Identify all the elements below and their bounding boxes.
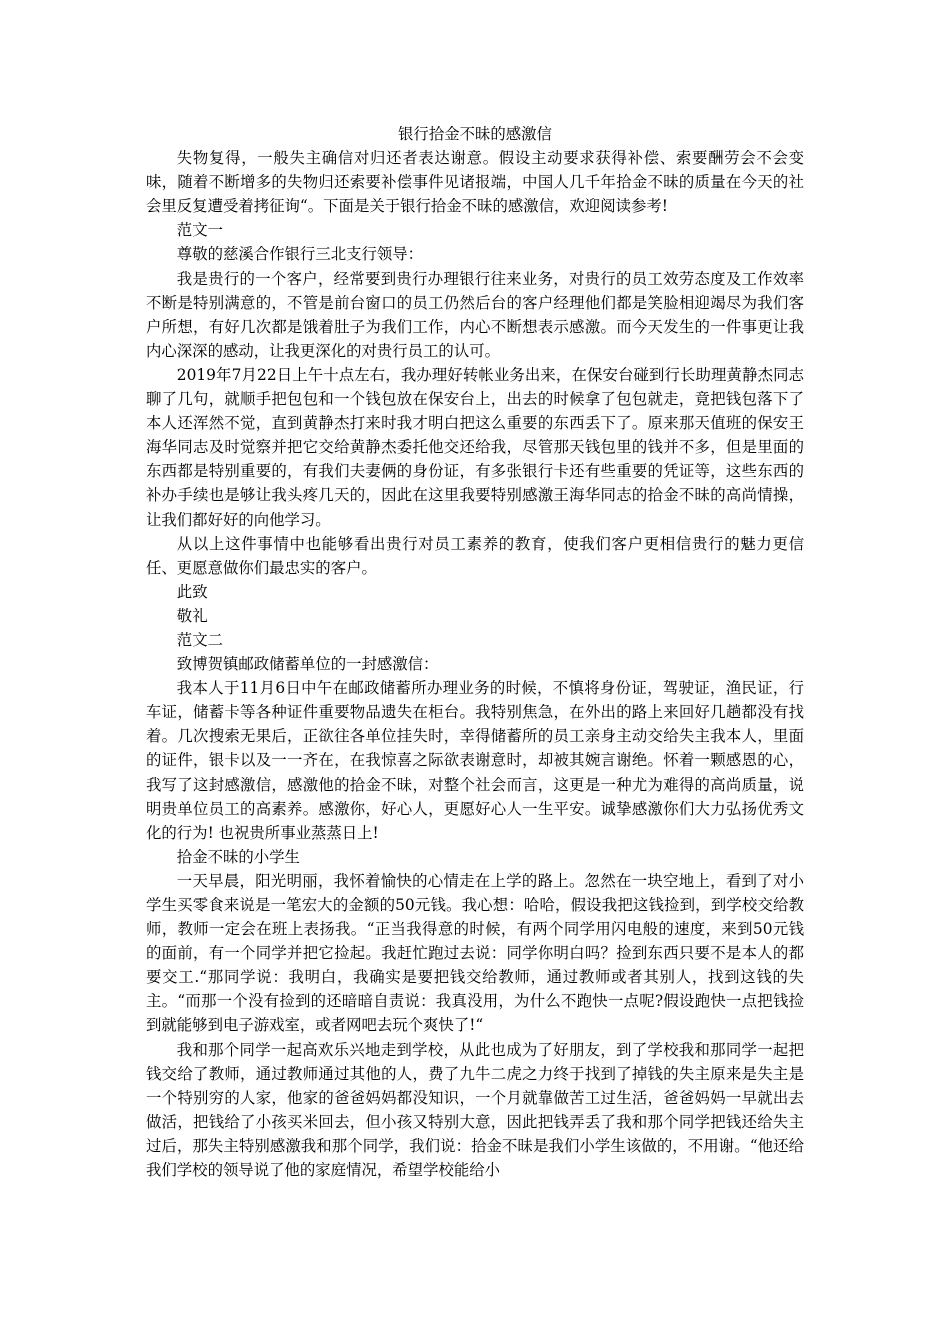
intro-paragraph: 失物复得，一般失主确信对归还者表达谢意。假设主动要求获得补偿、索要酬劳会不会变味，随着不断增多的失物归还索要补偿事件见诸报端，中国人几千年拾金不昧的质量在今天的社会里反复遭受着拷征询“。下面是关于银行拾金不昧的感激信，欢迎阅读参考! bbox=[146, 149, 804, 216]
body-paragraph: 我本人于11月6日中午在邮政储蓄所办理业务的时候，不慎将身份证，驾驶证，渔民证，行车证，储蓄卡等各种证件重要物品遗失在柜台。我特别焦急，在外出的路上来回好几趟都没有找着。几次搜索无果后，正欲往各单位挂失时，幸得储蓄所的员工亲身主动交给失主我本人，里面的证件，银卡以及一一齐在，在我惊喜之际欲表谢意时，却被其婉言谢绝。怀着一颗感恩的心，我写了这封感激信，感激他的拾金不昧，对整个社会而言，这更是一种尤为难得的高尚质量，说明贵单位员工的高素养。感激你，好心人，更愿好心人一生平安。诚挚感激你们大力弘扬优秀文化的行为! 也祝贵所事业蒸蒸日上! bbox=[146, 679, 804, 842]
section-heading-sample-two: 范文二 bbox=[176, 630, 223, 649]
body-paragraph: 我是贵行的一个客户，经常要到贵行办理银行往来业务，对贵行的员工效劳态度及工作效率不断是特别满意的，不管是前台窗口的员工仍然后台的客户经理他们都是笑脸相迎竭尽为我们客户所想，有好几次都是饿着肚子为我们工作，内心不断想表示感激。而今天发生的一件事更让我内心深深的感动，让我更深化的对贵行员工的认可。 bbox=[146, 269, 804, 360]
body-paragraph: 2019年7月22日上午十点左右，我办理好转帐业务出来，在保安台碰到行长助理黄静杰同志聊了几句，就顺手把包包和一个钱包放在保安台上，出去的时候拿了包包就走，竟把钱包落下了本人还浑然不觉，直到黄静杰打来时我才明白把这么重要的东西丢下了。原来那天值班的保安王海华同志及时觉察并把它交给黄静杰委托他交还给我，尽管那天钱包里的钱并不多，但是里面的东西都是特别重要的，有我们夫妻俩的身份证，有多张银行卡还有些重要的凭证等，这些东西的补办手续也是够让我头疼几天的，因此在这里我要特别感激王海华同志的拾金不昧的高尚情操，让我们都好好的向他学习。 bbox=[146, 365, 804, 529]
closing-line: 敬礼 bbox=[176, 606, 208, 625]
body-paragraph: 一天早晨，阳光明丽，我怀着愉快的心情走在上学的路上。忽然在一块空地上，看到了对小学生买零食来说是一笔宏大的金额的50元钱。我心想：哈哈，假设我把这钱捡到，到学校交给教师，教师一定会在班上表扬我。“正当我得意的时候，有两个同学用闪电般的速度，来到50元钱的面前，有一个同学并把它捡起。我赶忙跑过去说：同学你明白吗？捡到东西只要不是本人的都要交工.“那同学说：我明白，我确实是要把钱交给教师，通过教师或者其别人，找到这钱的失主。“而那一个没有捡到的还暗暗自责说：我真没用，为什么不跑快一点呢?假设跑快一点把钱捡到就能够到电子游戏室，或者网吧去玩个爽快了!“ bbox=[146, 871, 804, 1035]
document-page bbox=[146, 122, 804, 1182]
section-heading-story: 拾金不昧的小学生 bbox=[176, 847, 300, 866]
closing-line: 此致 bbox=[176, 582, 208, 601]
salutation: 尊敬的慈溪合作银行三北支行领导： bbox=[176, 245, 424, 264]
salutation: 致博贺镇邮政储蓄单位的一封感激信： bbox=[176, 655, 439, 674]
section-heading-sample-one: 范文一 bbox=[176, 221, 223, 240]
body-paragraph: 我和那个同学一起高欢乐兴地走到学校，从此也成为了好朋友，到了学校我和那同学一起把钱交给了教师，通过教师通过其他的人，费了九牛二虎之力终于找到了掉钱的失主原来是失主是一个特别穷的人家，他家的爸爸妈妈都没知识，一个月就靠做苦工过生活，爸爸妈妈一早就出去做活，把钱给了小孩买米回去，但小孩又特别大意，因此把钱弄丢了我和那个同学把钱还给失主过后，那失主特别感激我和那个同学，我们说：拾金不昧是我们小学生该做的，不用谢。“他还给我们学校的领导说了他的家庭情况，希望学校能给小 bbox=[146, 1040, 804, 1180]
body-paragraph: 从以上这件事情中也能够看出贵行对员工素养的教育，使我们客户更相信贵行的魅力更信任、更愿意做你们最忠实的客户。 bbox=[146, 534, 804, 577]
document-title: 银行拾金不昧的感激信 bbox=[398, 125, 552, 143]
